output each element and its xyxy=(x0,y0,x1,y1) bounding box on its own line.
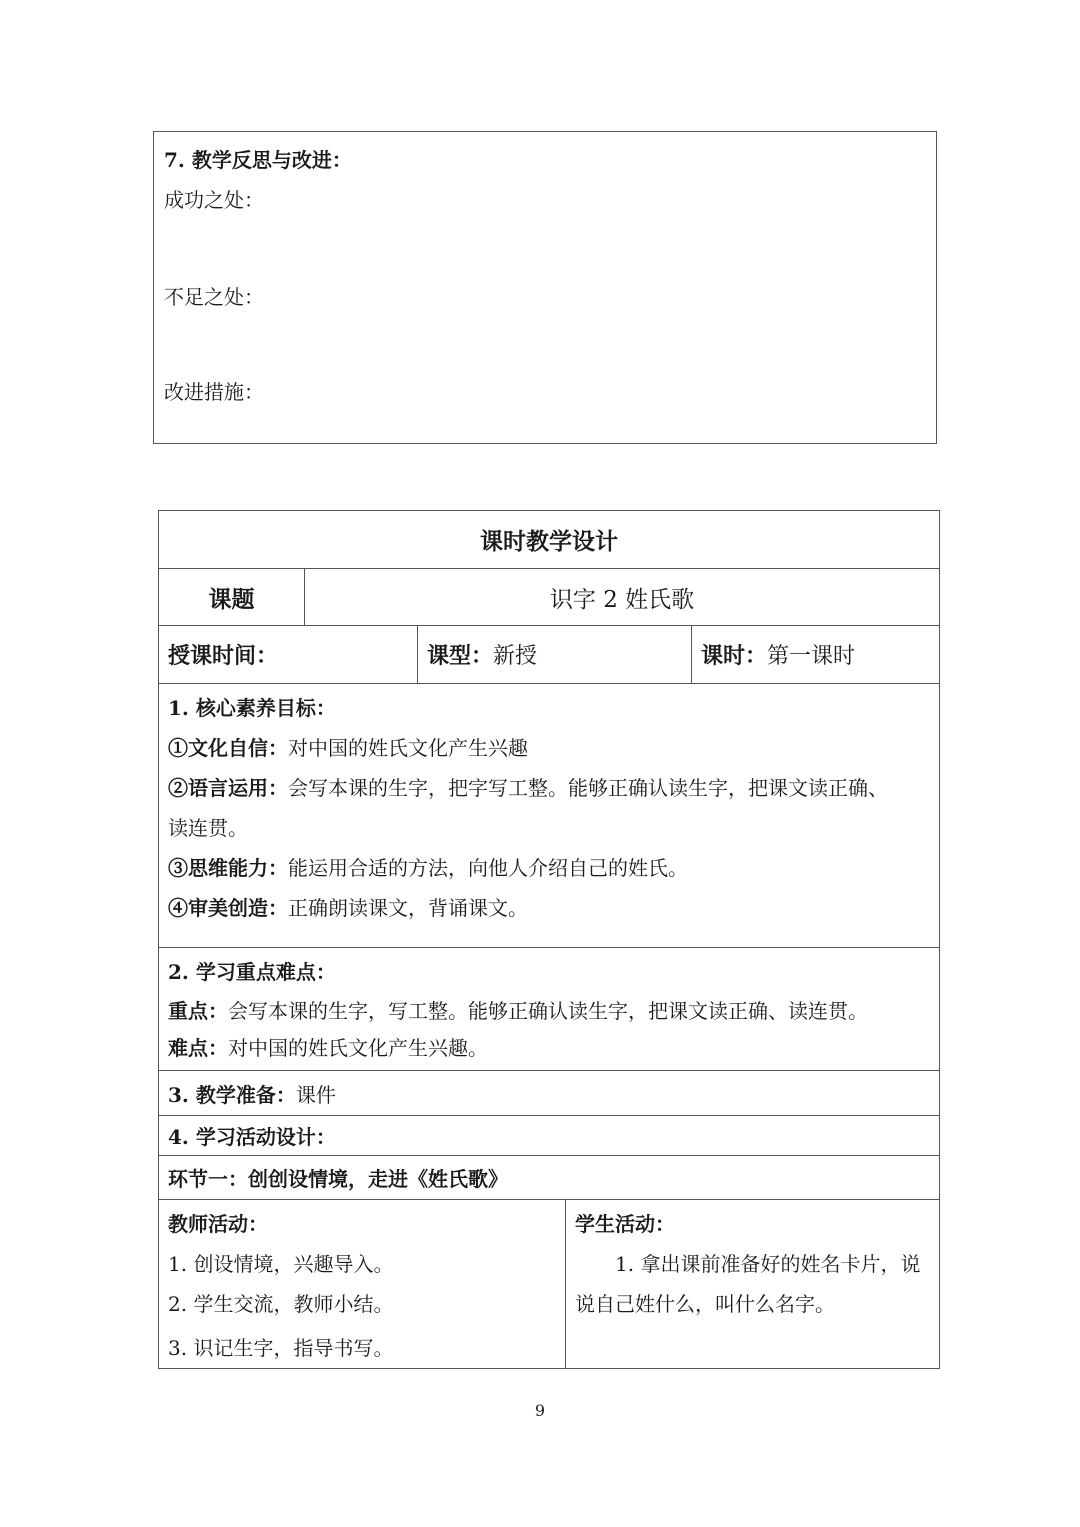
stage-1-title: 环节一：创创设情境，走进《姓氏歌》 xyxy=(159,1156,940,1200)
type-value: 新授 xyxy=(493,644,538,669)
reflection-title: 7. 教学反思与改进： xyxy=(164,148,352,172)
activity-title: 4. 学习活动设计： xyxy=(159,1116,940,1156)
period-label: 课时： xyxy=(701,643,768,669)
goal-4-text: 正确朗读课文，背诵课文。 xyxy=(288,896,528,920)
prep-label: 3. 教学准备： xyxy=(168,1082,296,1107)
page-number: 9 xyxy=(534,1401,546,1420)
goal-3-text: 能运用合适的方法，向他人介绍自己的姓氏。 xyxy=(288,856,688,880)
student-line-2: 说自己姓什么，叫什么名字。 xyxy=(575,1292,835,1316)
teacher-item-3: 3. 识记生字，指导书写。 xyxy=(168,1336,394,1360)
diff-label: 难点： xyxy=(168,1036,228,1060)
goal-2-cont: 读连贯。 xyxy=(168,816,248,840)
period-cell xyxy=(692,626,940,684)
goal-3-label: ③思维能力： xyxy=(168,856,288,880)
keypoints-cell xyxy=(159,948,940,1071)
goal-3 xyxy=(168,848,930,888)
student-line-1: 1. 拿出课前准备好的姓名卡片，说 xyxy=(615,1252,921,1276)
goal-2 xyxy=(168,768,930,808)
difficult-point xyxy=(168,1030,930,1066)
goal-4-label: ④审美创造： xyxy=(168,896,288,920)
reflection-improvement: 改进措施： xyxy=(164,380,264,404)
lesson-design-table xyxy=(158,510,940,1369)
reflection-success: 成功之处： xyxy=(164,188,264,212)
topic-label: 课题 xyxy=(159,569,305,626)
teacher-item-1: 1. 创设情境，兴趣导入。 xyxy=(168,1252,394,1276)
teacher-item-2: 2. 学生交流，教师小结。 xyxy=(168,1292,394,1316)
goal-1-label: ①文化自信： xyxy=(168,736,288,760)
design-header: 课时教学设计 xyxy=(159,511,940,569)
diff-text: 对中国的姓氏文化产生兴趣。 xyxy=(228,1036,488,1060)
type-label: 课型： xyxy=(427,643,494,669)
prep-value: 课件 xyxy=(295,1082,336,1107)
teacher-activity-cell xyxy=(159,1200,566,1369)
goals-title: 1. 核心素养目标： xyxy=(168,696,336,720)
key-point xyxy=(168,992,930,1030)
goal-1-text: 对中国的姓氏文化产生兴趣 xyxy=(288,736,528,760)
topic-value: 识字 2 姓氏歌 xyxy=(305,569,940,626)
keypoints-title: 2. 学习重点难点： xyxy=(168,960,336,984)
period-value: 第一课时 xyxy=(767,644,856,669)
goals-cell xyxy=(159,684,940,948)
type-cell xyxy=(418,626,692,684)
time-cell xyxy=(159,626,418,684)
teacher-activity-title: 教师活动： xyxy=(168,1212,268,1236)
student-activity-cell xyxy=(566,1200,940,1369)
goal-2-label: ②语言运用： xyxy=(168,776,288,800)
reflection-box xyxy=(153,131,937,444)
goal-4 xyxy=(168,888,930,928)
goal-2-text: 会写本课的生字，把字写工整。能够正确认读生字，把课文读正确、 xyxy=(288,776,888,800)
prep-cell xyxy=(159,1071,940,1116)
reflection-shortcoming: 不足之处： xyxy=(164,285,264,309)
key-text: 会写本课的生字，写工整。能够正确认读生字，把课文读正确、读连贯。 xyxy=(228,999,868,1023)
time-label: 授课时间： xyxy=(168,643,279,669)
key-label: 重点： xyxy=(168,999,228,1023)
student-activity-title: 学生活动： xyxy=(575,1212,675,1236)
goal-1 xyxy=(168,728,930,768)
